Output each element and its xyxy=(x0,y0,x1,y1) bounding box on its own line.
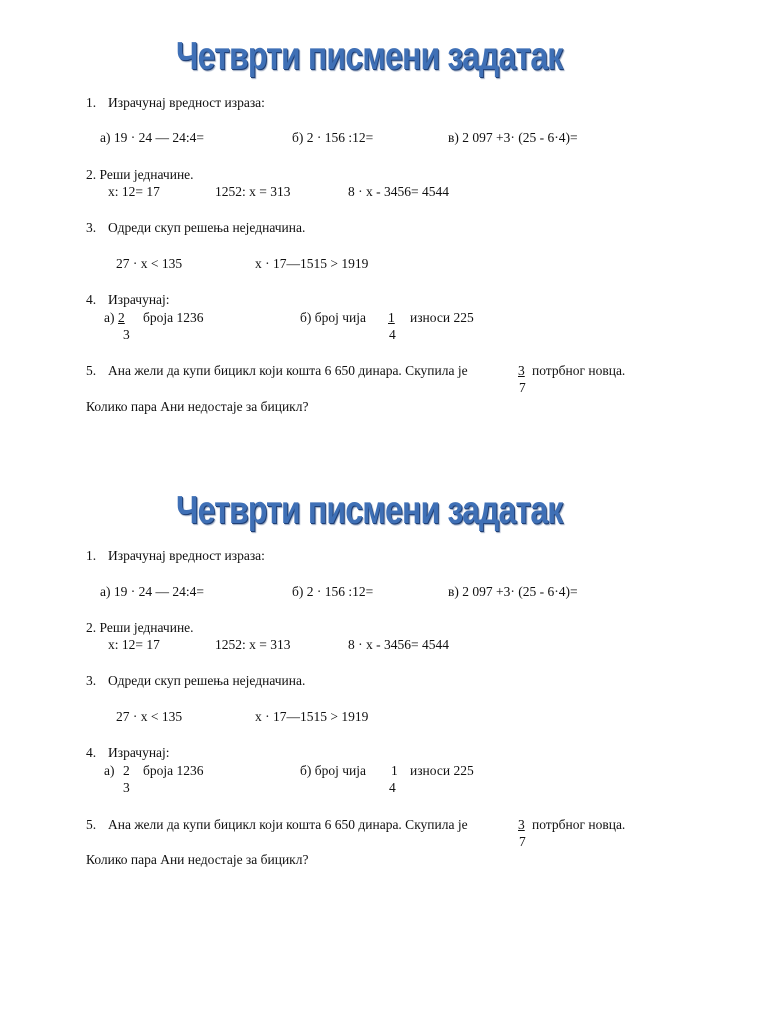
task4-b-tail: износи 225 xyxy=(410,310,474,325)
task1-a: а) 19 · 24 — 24:4= xyxy=(100,584,204,599)
task5-fraction-denominator: 7 xyxy=(519,380,526,395)
task2-eq3: 8 · x - 3456= 4544 xyxy=(348,637,449,652)
task5-text: Ана жели да купи бицикл који кошта 6 650 динара. Скупила је xyxy=(108,363,468,378)
task4-a-denominator: 3 xyxy=(123,780,130,795)
task4-number: 4. xyxy=(86,292,97,307)
task3-text: Одреди скуп решења неједначина. xyxy=(108,673,306,688)
task5-fraction-numerator: 3 xyxy=(518,817,525,832)
task4-a-label: а) xyxy=(104,310,115,325)
task1-number: 1. xyxy=(86,548,97,563)
task2-eq3: 8 · x - 3456= 4544 xyxy=(348,184,449,199)
task4-text: Израчунај: xyxy=(108,292,170,307)
worksheet-title: Четврти писмени задатак xyxy=(176,489,563,532)
task1-a: а) 19 · 24 — 24:4= xyxy=(100,130,204,145)
task5-text: Ана жели да купи бицикл који кошта 6 650 динара. Скупила је xyxy=(108,817,468,832)
task5-number: 5. xyxy=(86,817,97,832)
task2-header: 2. Реши једначине. xyxy=(86,167,194,182)
task4-b-text: б) број чија xyxy=(300,763,366,778)
task4-a-numerator: 2 xyxy=(118,310,125,325)
task4-number: 4. xyxy=(86,745,97,760)
task4-a-text: броја 1236 xyxy=(143,763,204,778)
task1-text: Израчунај вредност израза: xyxy=(108,548,265,563)
worksheet-bottom xyxy=(0,454,768,914)
task4-b-tail: износи 225 xyxy=(410,763,474,778)
task4-b-numerator: 1 xyxy=(391,763,398,778)
task4-a-text: броја 1236 xyxy=(143,310,204,325)
task5-fraction-denominator: 7 xyxy=(519,834,526,849)
worksheet-title: Четврти писмени задатак xyxy=(176,35,563,78)
task2-eq2: 1252: x = 313 xyxy=(215,184,291,199)
task1-number: 1. xyxy=(86,95,97,110)
task4-a-label: а) xyxy=(104,763,115,778)
task5-question: Колико пара Ани недостаје за бицикл? xyxy=(86,852,309,867)
task3-text: Одреди скуп решења неједначина. xyxy=(108,220,306,235)
task3-number: 3. xyxy=(86,673,97,688)
task1-c: в) 2 097 +3· (25 - 6·4)= xyxy=(448,584,578,599)
task4-b-denominator: 4 xyxy=(389,780,396,795)
task2-eq1: x: 12= 17 xyxy=(108,184,160,199)
task4-b-denominator: 4 xyxy=(389,327,396,342)
task5-number: 5. xyxy=(86,363,97,378)
worksheet-top xyxy=(0,0,768,460)
task3-ineq1: 27 · x < 135 xyxy=(116,256,183,271)
task2-eq2: 1252: x = 313 xyxy=(215,637,291,652)
task5-tail: потрбног новца. xyxy=(532,817,626,832)
task3-ineq1: 27 · x < 135 xyxy=(116,709,183,724)
task4-a-denominator: 3 xyxy=(123,327,130,342)
task1-b: б) 2 · 156 :12= xyxy=(292,584,374,599)
task2-eq1: x: 12= 17 xyxy=(108,637,160,652)
task2-header: 2. Реши једначине. xyxy=(86,620,194,635)
task3-ineq2: x · 17—1515 > 1919 xyxy=(255,709,369,724)
task4-b-text: б) број чија xyxy=(300,310,366,325)
task3-number: 3. xyxy=(86,220,97,235)
task4-a-numerator: 2 xyxy=(123,763,130,778)
task5-tail: потрбног новца. xyxy=(532,363,626,378)
task1-b: б) 2 · 156 :12= xyxy=(292,130,374,145)
task4-b-numerator: 1 xyxy=(388,310,395,325)
task5-question: Колико пара Ани недостаје за бицикл? xyxy=(86,399,309,414)
task3-ineq2: x · 17—1515 > 1919 xyxy=(255,256,369,271)
task1-c: в) 2 097 +3· (25 - 6·4)= xyxy=(448,130,578,145)
task1-text: Израчунај вредност израза: xyxy=(108,95,265,110)
task4-text: Израчунај: xyxy=(108,745,170,760)
task5-fraction-numerator: 3 xyxy=(518,363,525,378)
